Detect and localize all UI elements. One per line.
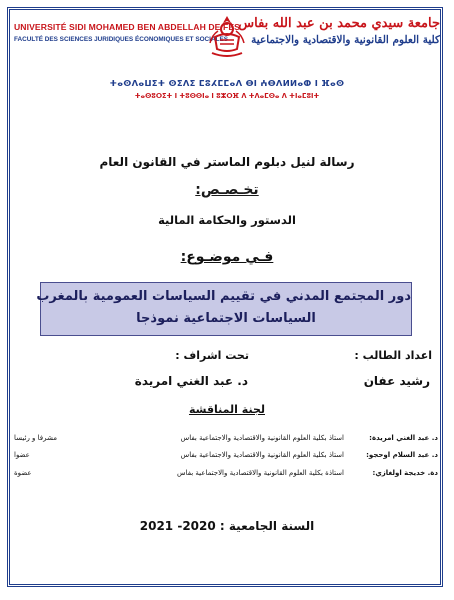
jury-member-role: مشرفا و رئيسا [14,434,57,442]
jury-member-name: د. عبد السلام اوحجو: [366,451,438,459]
university-name-ar: جامعة سيدي محمد بن عبد الله بفاس [238,16,440,31]
faculty-name-fr: FACULTÉ DES SCIENCES JURIDIQUES ÉCONOMIQUES ET SOCIALES [14,36,228,43]
prepared-by-label: اعداد الطالب : [354,349,432,362]
jury-heading: لجنة المناقشة [188,403,265,416]
jury-row [14,469,438,483]
specialization-value: الدستور والحكامة المالية [158,213,296,227]
subject-box [36,282,412,336]
specialization-heading: تخـصـص: [195,182,259,198]
jury-row [14,451,438,465]
jury-row [14,434,438,448]
jury-member-position: استاذة بكلية العلوم القانونية والاقتصادية والاجتماعية بفاس [177,469,344,477]
jury-member-position: استاذ بكلية العلوم القانونية والاقتصادية والاجتماعية بفاس [180,434,344,442]
university-logo-icon [206,13,248,63]
supervisor-name: د. عبد الغني امريدة [134,374,248,388]
subject-line-2: السياسات الاجتماعية نموذجا [136,311,316,326]
faculty-name-ar: كلية العلوم القانونية والاقتصادية والاجتماعية [251,34,440,46]
subject-heading: فـي موضـوع: [180,249,274,265]
tifinagh-university-name: ⵜⴰⵙⴷⴰⵡⵉⵜ ⵙⵉⴷⵉ ⵎⵓⵃⵎⵎⴰⴷ ⴱⵏ ⵄⴱⴷⵍⵍⴰⵀ ⵏ ⴼⴰⵙ [109,78,345,88]
jury-member-position: استاذ بكلية العلوم القانونية والاقتصادية والاجتماعية بفاس [180,451,344,459]
university-name-fr: UNIVERSITÉ SIDI MOHAMED BEN ABDELLAH DE FÈS [14,22,240,32]
jury-member-role: عضوا [14,451,30,459]
tifinagh-faculty-name: ⵜⴰⵙⵓⵔⵉⵜ ⵏ ⵜⵓⵙⵙⵏⴰ ⵏ ⵓⵣⵔⴼ ⴷ ⵜⴷⴰⵎⵙⴰ ⴷ ⵜⵏⴰⵎⵓⵏⵜ [134,92,320,100]
jury-member-name: دة. خديجة اولغازي: [372,469,438,477]
supervised-by-label: تحت اشراف : [175,349,249,362]
subject-line-1: دور المجتمع المدني في تقييم السياسات العمومية بالمغرب [36,289,411,304]
student-name: رشيد عفان [363,374,430,388]
jury-member-name: د. عبد الغني امريدة: [369,434,438,442]
academic-year: السنة الجامعية : 2020- 2021 [139,519,315,533]
thesis-title: رسالة لنيل دبلوم الماستر في القانون العام [99,155,355,169]
jury-member-role: عضوة [14,469,32,477]
